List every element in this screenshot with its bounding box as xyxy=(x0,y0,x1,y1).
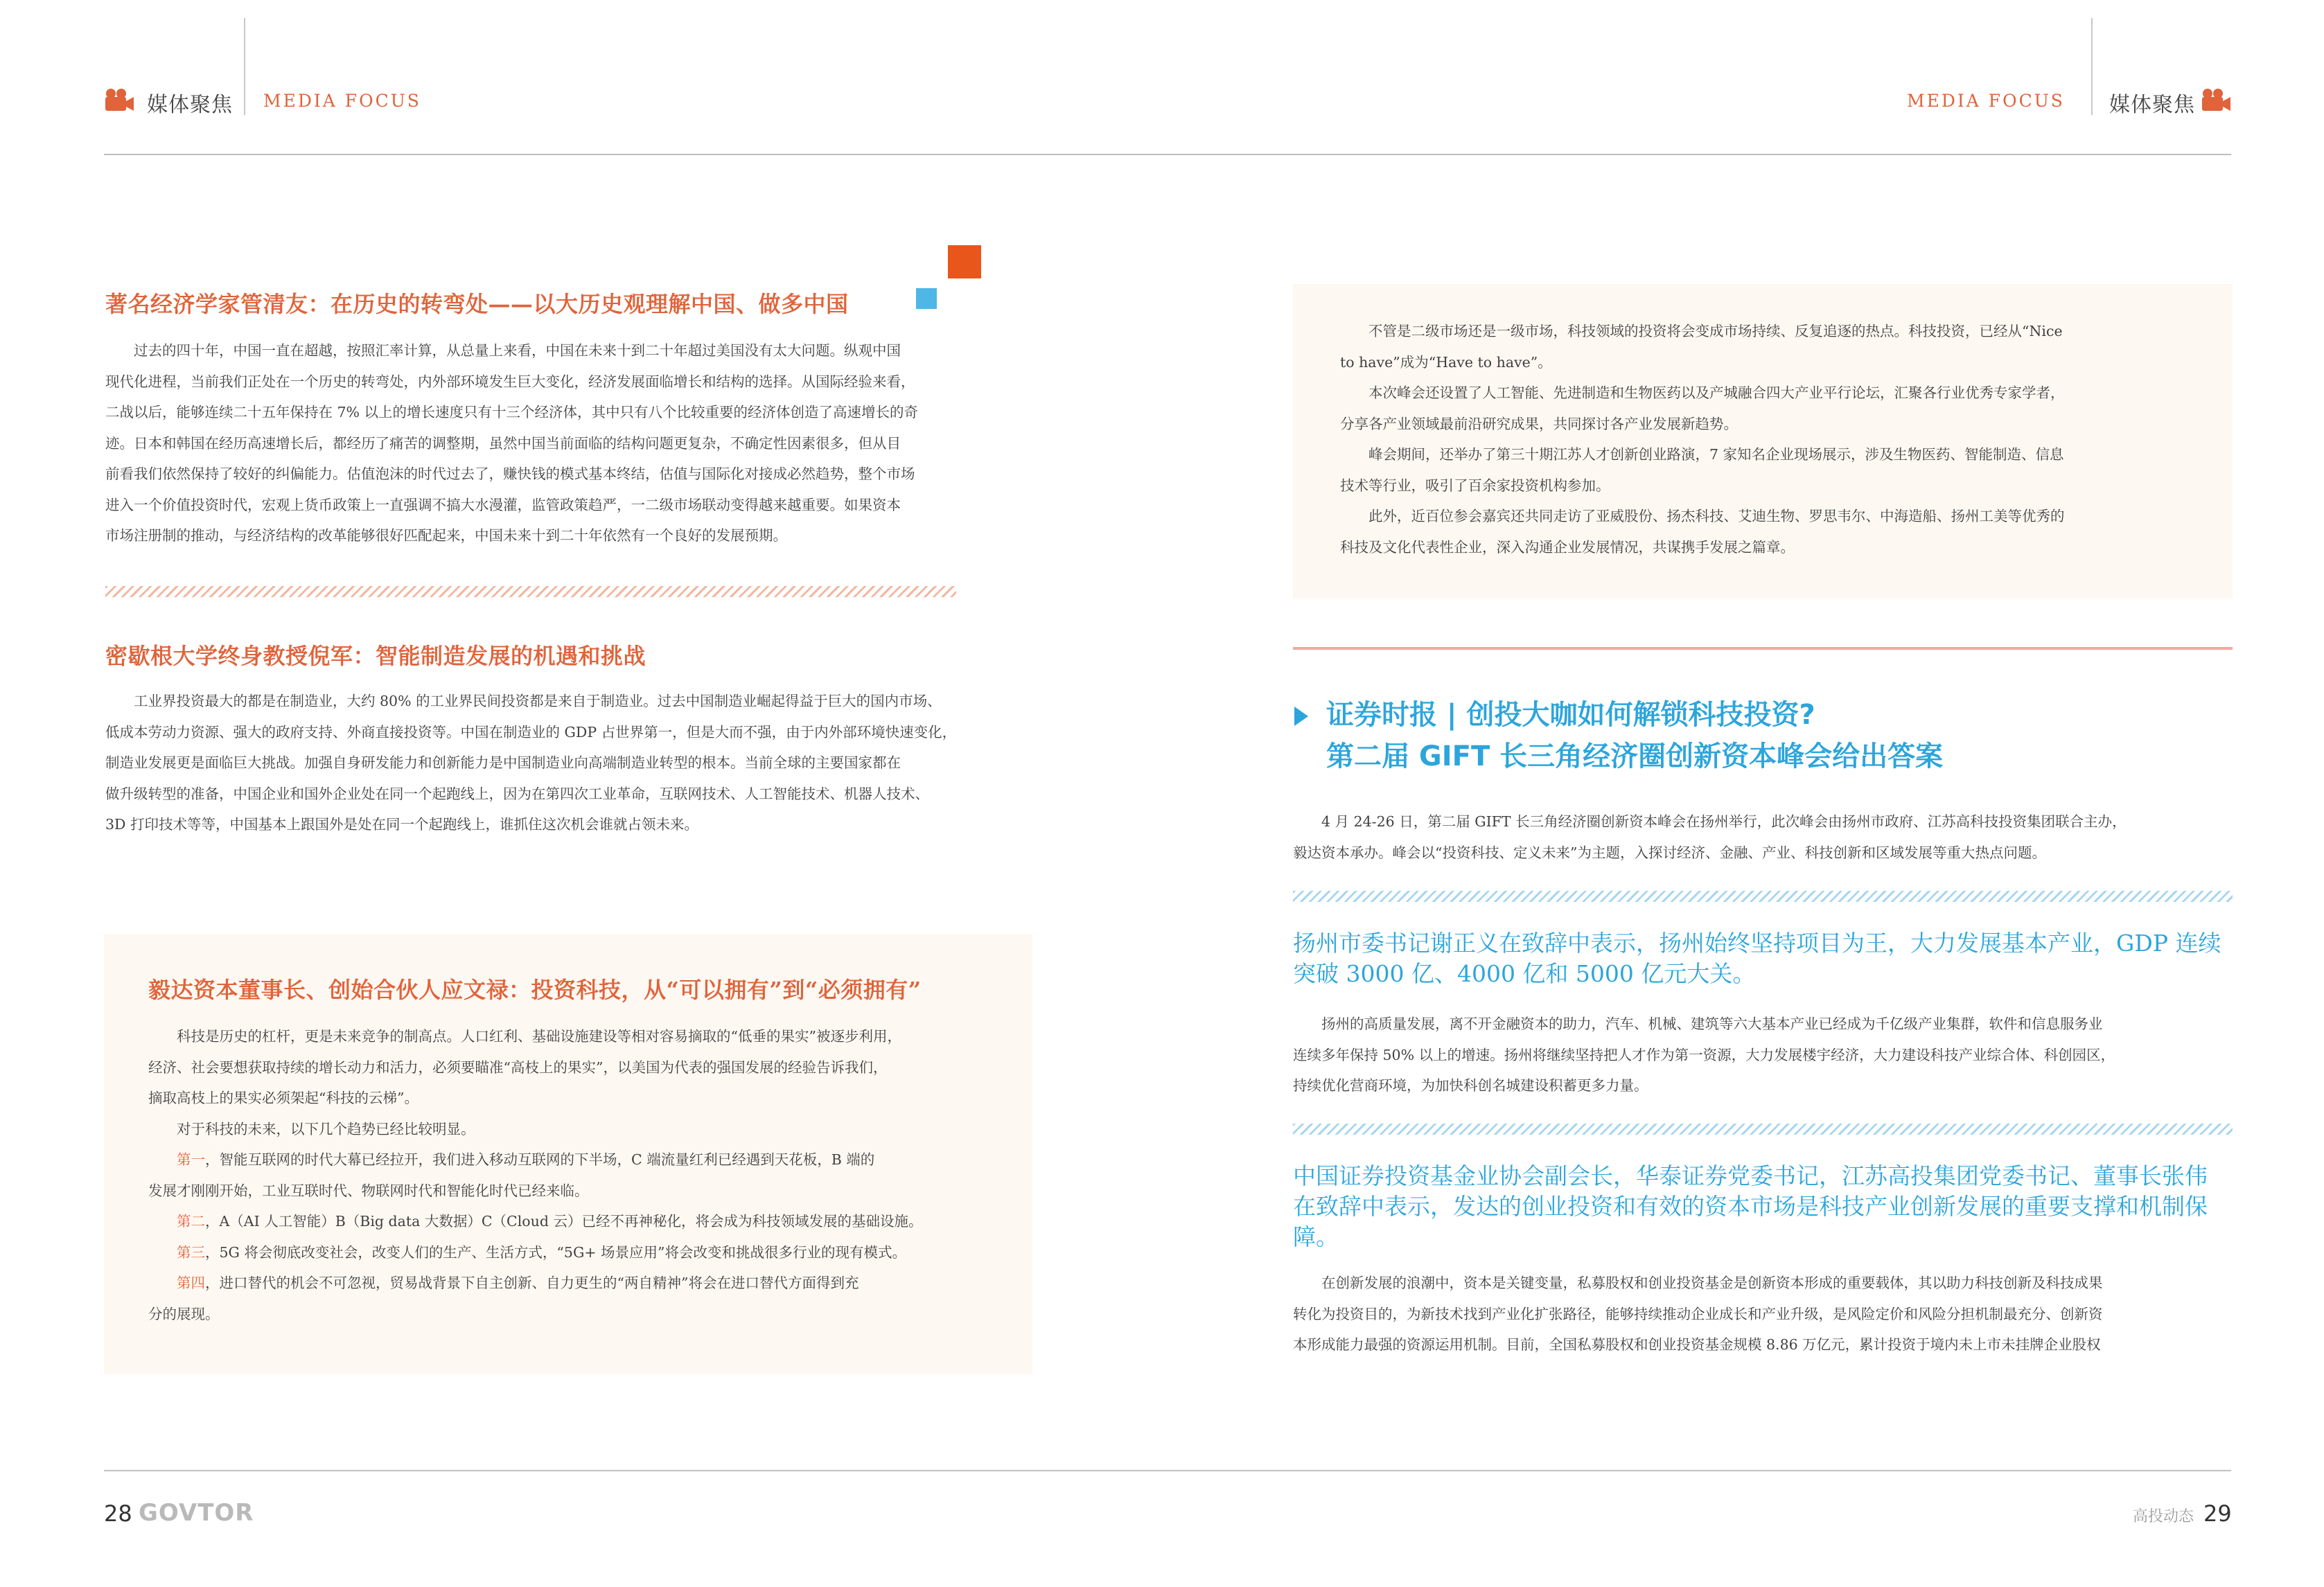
headline-line-1: 证券时报 | 创投大咖如何解锁科技投资? xyxy=(1326,699,1815,731)
decor-square-orange xyxy=(948,245,981,278)
line-text: ，A（AI 人工智能）B（Big data 大数据）C（Cloud 云）已经不再神秘化，将会成为科技领域发展的基础设施。 xyxy=(205,1213,923,1230)
line-text: 做升级转型的准备，中国企业和国外企业处在同一个起跑线上，因为在第四次工业革命，互联网技术、人工智能技术、机器人技术、 xyxy=(105,785,929,802)
text-line xyxy=(1340,470,2190,502)
text-line xyxy=(1340,409,2190,440)
line-text: 经济、社会要想获取持续的增长动力和活力，必须要瞄准“高枝上的果实”，以美国为代表的强国发展的经验告诉我们， xyxy=(148,1058,888,1076)
page-number-right: 29 xyxy=(2203,1500,2232,1527)
text-line xyxy=(105,520,1041,551)
subhead-line: 扬州市委书记谢正义在致辞中表示，扬州始终坚持项目为王，大力发展基本产业，GDP 连续 xyxy=(1293,930,2221,957)
line-text: ，5G 将会彻底改变社会，改变人们的生产、生活方式，“5G+ 场景应用”将会改变和挑战很多行业的现有模式。 xyxy=(205,1243,907,1261)
line-text: 摘取高枝上的果实必须架起“科技的云梯”。 xyxy=(148,1090,419,1106)
text-line xyxy=(105,717,1041,748)
line-text: 峰会期间，还举办了第三十期江苏人才创新创业路演，7 家知名企业现场展示，涉及生物医药、智能制造、信息 xyxy=(1368,446,2064,463)
footer-rule xyxy=(104,1470,2231,1471)
subhead-zhang-wei xyxy=(1293,1161,2277,1252)
text-line xyxy=(105,779,1041,810)
header-divider-right xyxy=(2091,18,2093,115)
footer-section-label: 高投动态 xyxy=(2133,1508,2194,1525)
text-line xyxy=(1293,806,2233,837)
line-text: 市场注册制的推动，与经济结构的改革能够很好匹配起来，中国未来十到二十年依然有一个良好的发展预期。 xyxy=(105,527,787,544)
line-text: 转化为投资目的，为新技术找到产业化扩张路径，能够持续推动企业成长和产业升级，是风险定价和风险分担机制最充分、创新资 xyxy=(1293,1305,2103,1322)
line-text: 科技及文化代表性企业，深入沟通企业发展情况，共谋携手发展之篇章。 xyxy=(1340,538,1795,556)
text-line xyxy=(105,490,1041,521)
line-text: 技术等行业，吸引了百余家投资机构参加。 xyxy=(1340,477,1610,494)
header-title-cn-left: 媒体聚焦 xyxy=(147,93,233,117)
text-line xyxy=(1340,378,2190,409)
line-text: 现代化进程，当前我们正处在一个历史的转弯处，内外部环境发生巨大变化，经济发展面临增长和结构的选择。从国际经验来看， xyxy=(105,373,915,390)
line-text: 此外，近百位参会嘉宾还共同走访了亚威股份、扬杰科技、艾迪生物、罗思韦尔、中海造船、扬州工美等优秀的 xyxy=(1368,508,2065,524)
text-line xyxy=(148,1052,994,1083)
text-line xyxy=(1340,439,2190,470)
line-text: 毅达资本承办。峰会以“投资科技、定义未来”为主题，入探讨经济、金融、产业、科技创新和区域发展等重大热点问题。 xyxy=(1293,844,2046,861)
text-line xyxy=(1340,532,2190,563)
text-line xyxy=(1293,1009,2233,1040)
line-text: 本形成能力最强的资源运用机制。目前，全国私募股权和创业投资基金规模 8.86 万亿元，累计投资于境内未上市未挂牌企业股权 xyxy=(1293,1336,2101,1353)
text-line xyxy=(148,1237,994,1268)
text-line xyxy=(148,1083,994,1114)
line-text: 4 月 24-26 日，第二届 GIFT 长三角经济圈创新资本峰会在扬州举行，此次峰会由扬州市政府、江苏高科技投资集团联合主办， xyxy=(1321,813,2127,830)
section-body-ni-jun xyxy=(105,686,1041,840)
highlight-lead: 第二 xyxy=(177,1213,205,1230)
text-line xyxy=(105,747,1041,779)
video-camera-icon xyxy=(2201,87,2231,112)
line-text: ，智能互联网的时代大幕已经拉开，我们进入移动互联网的下半场，C 端流量红利已经遇到天花板，B 端的 xyxy=(205,1151,875,1168)
header-divider-left xyxy=(244,18,245,115)
summit-summary-text xyxy=(1340,316,2190,562)
line-text: to have”成为“Have to have”。 xyxy=(1340,353,1552,371)
subhead-line: 障。 xyxy=(1293,1223,1339,1250)
line-text: 不管是二级市场还是一级市场，科技领域的投资将会变成市场持续、反复追逐的热点。科技投资，已经从“Nice xyxy=(1368,323,2063,339)
text-line xyxy=(148,1268,994,1299)
text-line xyxy=(148,1114,994,1145)
line-text: ，进口替代的机会不可忽视，贸易战背景下自主创新、自力更生的“两自精神”将会在进口替代方面得到充 xyxy=(205,1275,859,1291)
text-line xyxy=(1340,316,2190,347)
line-text: 在创新发展的浪潮中，资本是关键变量，私募股权和创业投资基金是创新资本形成的重要载体，其以助力科技创新及科技成果 xyxy=(1321,1275,2103,1291)
line-text: 连续多年保持 50% 以上的增速。扬州将继续坚持把人才作为第一资源，大力发展楼宇经济，大力建设科技产业综合体、科创园区， xyxy=(1293,1046,2115,1063)
text-line xyxy=(1293,1070,2233,1101)
zigzag-divider-blue xyxy=(1293,1124,2233,1135)
text-line xyxy=(105,459,1041,490)
line-text: 持续优化营商环境，为加快科创名城建设积蓄更多力量。 xyxy=(1293,1077,1648,1094)
text-line xyxy=(1293,1040,2233,1071)
text-line xyxy=(105,335,1041,366)
pink-divider xyxy=(1293,647,2233,650)
text-line xyxy=(105,809,1041,840)
section-body-ying-wenlu xyxy=(148,1021,994,1329)
govtor-logo: GOVTOR xyxy=(139,1499,254,1527)
text-line xyxy=(1340,501,2190,532)
section-title-ni-jun: 密歇根大学终身教授倪军：智能制造发展的机遇和挑战 xyxy=(105,643,646,669)
section-title-guan-qingyou: 著名经济学家管清友：在历史的转弯处——以大历史观理解中国、做多中国 xyxy=(105,291,849,317)
header-rule xyxy=(104,154,2231,155)
subhead-line: 突破 3000 亿、4000 亿和 5000 亿元大关。 xyxy=(1293,960,1756,987)
header-title-cn-right: 媒体聚焦 xyxy=(2109,93,2195,117)
line-text: 过去的四十年，中国一直在超越，按照汇率计算，从总量上来看，中国在未来十到二十年超过美国没有太大问题。纵观中国 xyxy=(134,342,901,359)
text-line xyxy=(148,1144,994,1176)
line-text: 分的展现。 xyxy=(148,1305,220,1322)
text-line xyxy=(105,686,1041,717)
line-text: 发展才刚刚开始，工业互联时代、物联网时代和智能化时代已经来临。 xyxy=(148,1182,589,1199)
line-text: 前看我们依然保持了较好的纠偏能力。估值泡沫的时代过去了，赚快钱的模式基本终结，估值与国际化对接成必然趋势，整个市场 xyxy=(105,466,915,482)
line-text: 迹。日本和韩国在经历高速增长后，都经历了痛苦的调整期，虽然中国当前面临的结构问题更复杂，不确定性因素很多，但从目 xyxy=(105,434,901,452)
headline-line-2: 第二届 GIFT 长三角经济圈创新资本峰会给出答案 xyxy=(1326,741,1944,772)
highlight-lead: 第四 xyxy=(177,1275,205,1291)
zigzag-divider-blue xyxy=(1293,891,2233,902)
line-text: 科技是历史的杠杆，更是未来竞争的制高点。人口红利、基础设施建设等相对容易摘取的“低垂的果实”被逐步利用， xyxy=(177,1028,901,1045)
section-body-guan-qingyou xyxy=(105,335,1041,551)
subhead-body-zhang-wei xyxy=(1293,1268,2233,1360)
page-number-left: 28 xyxy=(104,1500,132,1527)
text-line xyxy=(105,397,1041,428)
subhead-xie-zhengyi xyxy=(1293,928,2263,989)
highlight-lead: 第一 xyxy=(177,1151,205,1168)
play-arrow-icon xyxy=(1293,705,1310,727)
text-line xyxy=(148,1176,994,1207)
video-camera-icon xyxy=(104,87,134,112)
subhead-line: 在致辞中表示，发达的创业投资和有效的资本市场是科技产业创新发展的重要支撑和机制保 xyxy=(1293,1193,2208,1220)
line-text: 制造业发展更是面临巨大挑战。加强自身研发能力和创新能力是中国制造业向高端制造业转型的根本。当前全球的主要国家都在 xyxy=(105,754,901,771)
header-title-en-left: MEDIA FOCUS xyxy=(263,91,421,111)
decor-square-blue xyxy=(916,288,937,309)
text-line xyxy=(1293,837,2233,869)
text-line xyxy=(148,1206,994,1237)
line-text: 进入一个价值投资时代，宏观上货币政策上一直强调不搞大水漫灌，监管政策趋严，一二级市场联动变得越来越重要。如果资本 xyxy=(105,496,901,513)
subhead-body-xie-zhengyi xyxy=(1293,1009,2233,1101)
text-line xyxy=(1293,1268,2233,1299)
line-text: 二战以后，能够连续二十五年保持在 7% 以上的增长速度只有十三个经济体，其中只有八个比较重要的经济体创造了高速增长的奇 xyxy=(105,404,919,420)
text-line xyxy=(105,366,1041,398)
zigzag-divider xyxy=(105,586,956,597)
text-line xyxy=(1293,1299,2233,1330)
line-text: 低成本劳动力资源、强大的政府支持、外商直接投资等。中国在制造业的 GDP 占世界第一，但是大而不强，由于内外部环境快速变化， xyxy=(105,723,957,741)
line-text: 本次峰会还设置了人工智能、先进制造和生物医药以及产城融合四大产业平行论坛，汇聚各行业优秀专家学者， xyxy=(1368,384,2065,401)
text-line xyxy=(148,1021,994,1052)
text-line xyxy=(1293,1329,2233,1360)
header-title-en-right: MEDIA FOCUS xyxy=(1907,91,2065,111)
text-line xyxy=(1340,347,2190,378)
text-line xyxy=(148,1299,994,1330)
line-text: 对于科技的未来，以下几个趋势已经比较明显。 xyxy=(177,1120,475,1137)
line-text: 工业界投资最大的都是在制造业，大约 80% 的工业界民间投资都是来自于制造业。过去中国制造业崛起得益于巨大的国内市场、 xyxy=(134,693,942,709)
section-title-ying-wenlu: 毅达资本董事长、创始合伙人应文禄：投资科技，从“可以拥有”到“必须拥有” xyxy=(148,977,922,1003)
line-text: 扬州的高质量发展，离不开金融资本的助力，汽车、机械、建筑等六大基本产业已经成为千亿级产业集群，软件和信息服务业 xyxy=(1321,1016,2103,1032)
article-intro xyxy=(1293,806,2233,868)
subhead-line: 中国证券投资基金业协会副会长，华泰证券党委书记，江苏高投集团党委书记、董事长张伟 xyxy=(1293,1162,2208,1189)
text-line xyxy=(105,428,1041,459)
line-text: 3D 打印技术等等，中国基本上跟国外是处在同一个起跑线上，谁抓住这次机会谁就占领未来。 xyxy=(105,816,698,833)
highlight-lead: 第三 xyxy=(177,1243,205,1261)
line-text: 分享各产业领域最前沿研究成果，共同探讨各产业发展新趋势。 xyxy=(1340,415,1738,432)
